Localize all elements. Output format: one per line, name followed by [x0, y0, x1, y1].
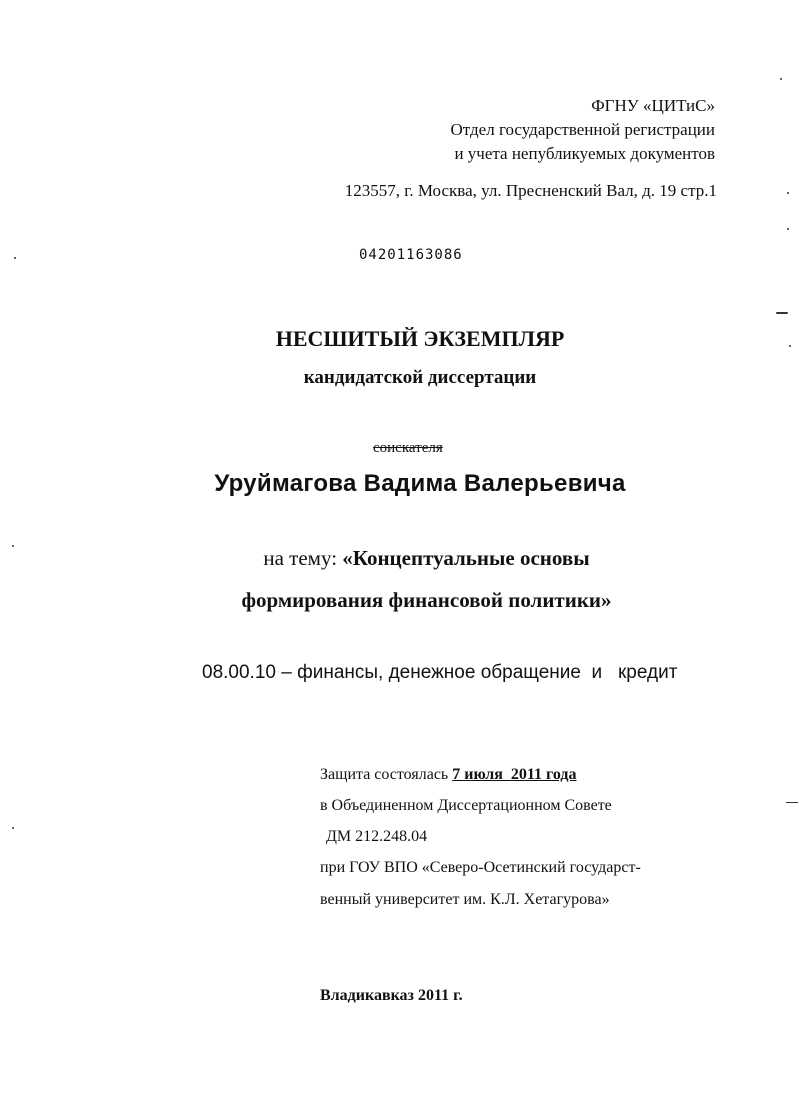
document-kind: кандидатской диссертации [303, 367, 537, 388]
document-type: НЕСШИТЫЙ ЭКЗЕМПЛЯР [275, 326, 565, 351]
org-department: Отдел государственной регистрации [450, 120, 715, 139]
specialty: 08.00.10 – финансы, денежное обращение и кредит [202, 662, 678, 683]
org-block [451, 94, 715, 166]
scan-speck [776, 312, 788, 314]
defense-date: 7 июля 2011 года [452, 766, 577, 783]
defense-line-4: при ГОУ ВПО «Северо-Осетинский государст- [320, 859, 641, 876]
topic-line-2: формирования финансовой политики» [241, 588, 612, 612]
scan-speck [14, 257, 16, 259]
org-department-2: и учета непубликуемых документов [454, 144, 715, 163]
city-year: Владикавказ 2011 г. [320, 987, 463, 1004]
topic-line-1 [0, 546, 799, 571]
scan-speck [787, 192, 789, 194]
topic-title-1: «Концептуальные основы [342, 546, 590, 570]
scan-speck [780, 78, 782, 80]
scan-speck [786, 802, 798, 803]
author-name: Уруймагова Вадима Валерьевича [214, 470, 626, 497]
defense-line-1 [320, 766, 577, 784]
applicant-role: соискателя [373, 440, 443, 456]
org-address: 123557, г. Москва, ул. Пресненский Вал, д. 19 стр.1 [344, 181, 717, 200]
scan-speck [787, 228, 789, 230]
scan-speck [12, 545, 14, 547]
scan-speck [12, 827, 14, 829]
defense-prefix: Защита состоялась [320, 766, 453, 783]
defense-line-5: венный университет им. К.Л. Хетагурова» [320, 891, 610, 908]
registration-number: 04201163086 [359, 247, 463, 263]
defense-council: ДМ 212.248.04 [326, 828, 428, 845]
defense-line-2: в Объединенном Диссертационном Совете [320, 797, 612, 814]
org-name: ФГНУ «ЦИТиС» [591, 96, 715, 115]
topic-prefix: на тему: [263, 546, 343, 570]
scan-speck [789, 345, 791, 347]
